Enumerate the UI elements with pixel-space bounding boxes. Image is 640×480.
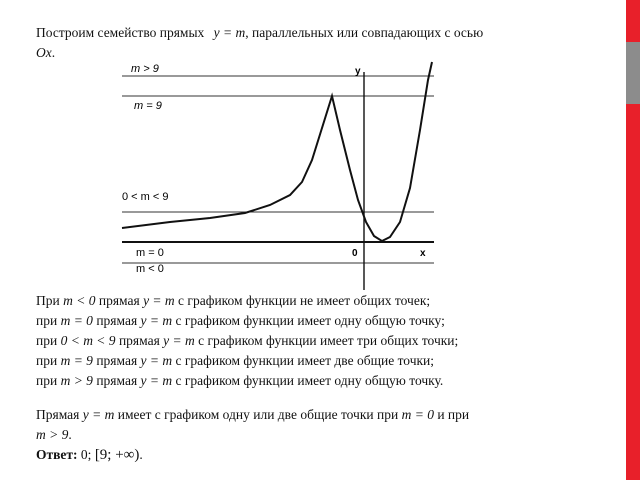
- intro-axis: Ox: [36, 45, 52, 60]
- answer-value: 0;: [80, 447, 92, 462]
- conclusion-equation: y = m: [82, 407, 115, 422]
- case-mid: прямая: [96, 353, 138, 368]
- case-line: [36, 332, 458, 350]
- intro-end: .: [51, 45, 56, 60]
- label-m-between: 0 < m < 9: [122, 191, 169, 203]
- case-lead: при: [36, 373, 58, 388]
- answer-label: Ответ:: [36, 447, 78, 462]
- conclusion-part3: и при: [437, 407, 470, 422]
- case-lead: при: [36, 353, 58, 368]
- case-line: [36, 292, 430, 310]
- case-line: [36, 372, 443, 390]
- slide-side-bar: [626, 0, 640, 480]
- conclusion-part1: Прямая: [36, 407, 80, 422]
- case-condition: m = 9: [60, 353, 93, 368]
- case-lead: При: [36, 293, 60, 308]
- label-m-eq-0: m = 0: [136, 247, 164, 259]
- side-grey-block: [626, 42, 640, 104]
- case-equation: y = m: [140, 353, 173, 368]
- label-origin: 0: [352, 248, 358, 259]
- case-lead: при: [36, 313, 58, 328]
- answer-end: .: [139, 447, 143, 462]
- case-condition: 0 < m < 9: [60, 333, 116, 348]
- case-tail: с графиком функции имеет три общих точки;: [198, 333, 459, 348]
- case-mid: прямая: [98, 293, 140, 308]
- answer-line: [36, 446, 143, 464]
- case-equation: y = m: [143, 293, 175, 308]
- case-equation: y = m: [140, 373, 173, 388]
- case-mid: прямая: [96, 373, 138, 388]
- conclusion-text: [36, 406, 469, 424]
- conclusion-condition-1: m = 0: [401, 407, 434, 422]
- function-curve: [122, 62, 432, 241]
- intro-part1: Построим семейство прямых: [36, 25, 205, 40]
- case-mid: прямая: [118, 333, 160, 348]
- intro-equation: y = m: [213, 25, 246, 40]
- label-axis-y: y: [355, 66, 361, 77]
- label-m-gt-9: m > 9: [131, 63, 159, 75]
- case-equation: y = m: [140, 313, 173, 328]
- label-m-lt-0: m < 0: [136, 263, 164, 275]
- conclusion-end: .: [68, 427, 72, 442]
- case-condition: m < 0: [63, 293, 96, 308]
- case-mid: прямая: [96, 313, 138, 328]
- case-condition: m > 9: [60, 373, 93, 388]
- label-m-eq-9: m = 9: [134, 100, 162, 112]
- case-tail: с графиком функции имеет две общие точки;: [175, 353, 435, 368]
- case-line: [36, 352, 434, 370]
- intro-part2: , параллельных или совпадающих с осью: [245, 25, 484, 40]
- conclusion-condition-2: m > 9: [36, 427, 69, 442]
- case-lead: при: [36, 333, 58, 348]
- case-line: [36, 312, 445, 330]
- case-tail: с графиком функции имеет одну общую точку;: [175, 313, 445, 328]
- case-equation: y = m: [163, 333, 195, 348]
- case-condition: m = 0: [60, 313, 93, 328]
- case-tail: с графиком функции не имеет общих точек;: [178, 293, 431, 308]
- answer-interval: [9; +∞): [94, 447, 140, 463]
- conclusion-text-line2: [36, 426, 72, 444]
- conclusion-part2: имеет с графиком одну или две общие точки при: [117, 407, 399, 422]
- case-tail: с графиком функции имеет одну общую точку.: [175, 373, 444, 388]
- label-axis-x: x: [420, 248, 426, 259]
